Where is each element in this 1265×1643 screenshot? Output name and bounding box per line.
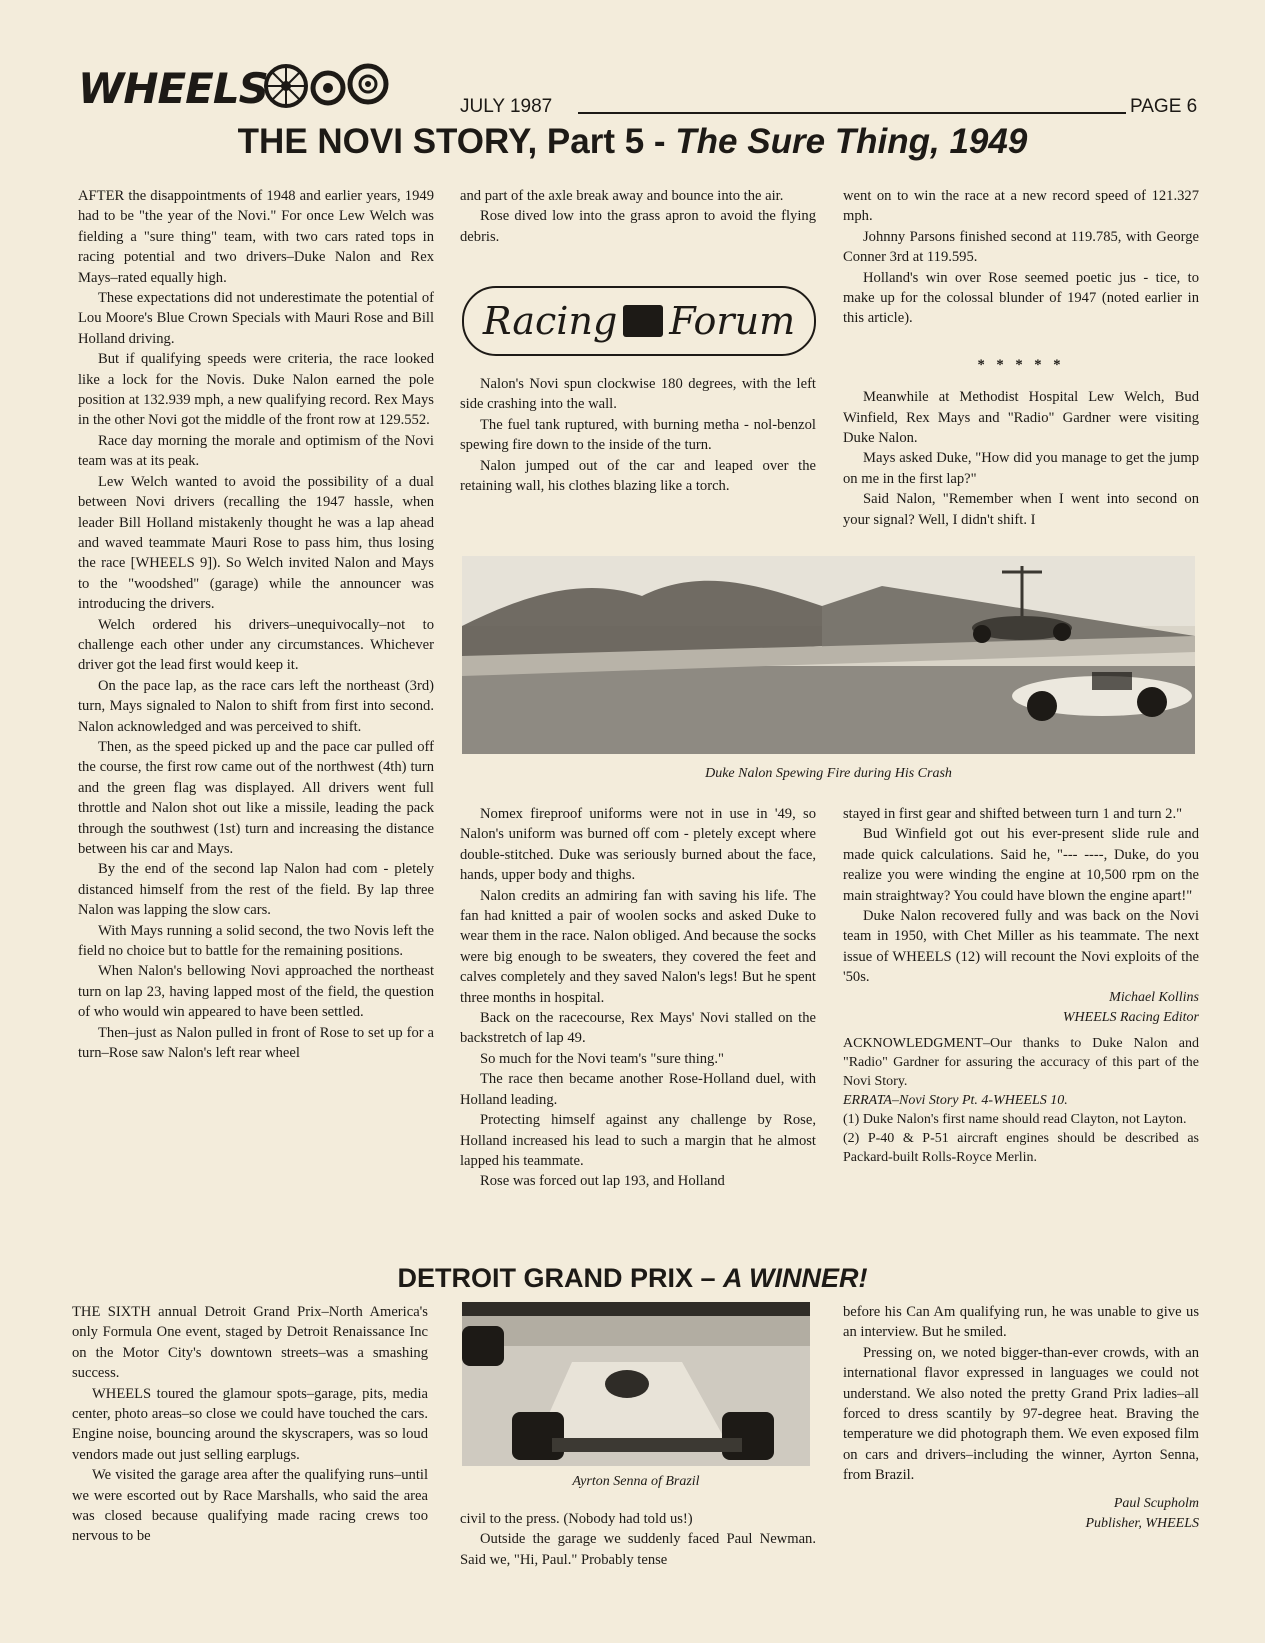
- paragraph: civil to the press. (Nobody had told us!): [460, 1511, 693, 1527]
- paragraph: Holland's win over Rose seemed poetic jus - tice, to make up for the colossal blunder of 1947 (noted earlier in this article).: [843, 269, 1199, 327]
- race-car-icon: [623, 305, 663, 337]
- paragraph: WHEELS toured the glamour spots–garage, pits, media center, photo areas–so close we could have touched the cars. Engine noise, bouncing around the skyscrapers, was so loud vendors made out just selling earplugs.: [72, 1385, 428, 1463]
- paragraph: We visited the garage area after the qualifying runs–until we were escorted out by Race Marshalls, who said the area was closed because qualifying made racing crews too nervous to be: [72, 1467, 428, 1545]
- paragraph: Pressing on, we noted bigger-than-ever crowds, with an international flavor expressed in languages we could not understand. We also noted the pretty Grand Prix ladies–all forced to dress scantily by 97-degree heat. Braving the temperature we did photograph them. We even exposed film on cars and drivers–including the winner, Ayrton Senna, from Brazil.: [843, 1344, 1199, 1484]
- errata-item: (1) Duke Nalon's first name should read Clayton, not Layton.: [843, 1111, 1187, 1127]
- paragraph: Rose was forced out lap 193, and Holland: [480, 1173, 725, 1190]
- errata-item: (2) P-40 & P-51 aircraft engines should be described as Packard-built Rolls-Royce Merlin.: [843, 1130, 1199, 1165]
- headline-subtitle: A WINNER!: [723, 1263, 868, 1293]
- article-column-2-mid: [460, 374, 816, 496]
- paragraph: before his Can Am qualifying run, he was unable to give us an interview. But he smiled.: [843, 1304, 1199, 1341]
- author-name: Michael Kollins: [1109, 989, 1199, 1005]
- paragraph: Then, as the speed picked up and the pace car pulled off the course, the first row came out of the northwest (4th) turn and the green flag was displayed. All drivers went full throttle and Nalon shot out like a missile, leading the pack through the southwest (1st) turn and increasing the distance between his car and Mays.: [78, 738, 434, 857]
- article-headline-2: [0, 1263, 1265, 1294]
- paragraph: Race day morning the morale and optimism of the Novi team was at its peak.: [78, 432, 434, 470]
- article-column-3-bottom: [843, 804, 1199, 1167]
- paragraph: stayed in first gear and shifted between turn 1 and turn 2.": [843, 806, 1183, 822]
- page-number: PAGE 6: [1130, 96, 1198, 117]
- paragraph: Nalon credits an admiring fan with saving his life. The fan had knitted a pair of woolen socks and asked Duke to wear them in the race. Nalon obliged. And because the socks were big enough to be sweaters, they covered the feet and calves completely and they saved Nalon's legs! But he spent three months in hospital.: [460, 887, 816, 1006]
- paragraph: Said Nalon, "Remember when I went into second on your signal? Well, I didn't shift. I: [843, 491, 1199, 528]
- paragraph: Mays asked Duke, "How did you manage to get the jump on me in the first lap?": [843, 450, 1199, 487]
- forum-logo-right: Forum: [669, 299, 796, 343]
- forum-logo-left: Racing: [482, 299, 618, 343]
- wheels-logo-icon: [258, 62, 448, 108]
- paragraph: Back on the racecourse, Rex Mays' Novi stalled on the backstretch of lap 49.: [460, 1010, 816, 1047]
- paragraph: Nomex fireproof uniforms were not in use in '49, so Nalon's uniform was burned off com - pletely except where double-stitched. Duke was seriously burned about the face, hands, upper body and thighs.: [460, 806, 816, 884]
- paragraph: Meanwhile at Methodist Hospital Lew Welch, Bud Winfield, Rex Mays and "Radio" Gardner were visiting Duke Nalon.: [843, 389, 1199, 447]
- racing-forum-logo: [462, 286, 816, 356]
- paragraph: Nalon's Novi spun clockwise 180 degrees, with the left side crashing into the wall.: [460, 376, 816, 413]
- author-title: Publisher, WHEELS: [1085, 1515, 1199, 1531]
- article2-column-2: [460, 1509, 816, 1570]
- paragraph: Lew Welch wanted to avoid the possibility of a dual between Novi drivers (recalling the 1947 hassle, when leader Bill Holland mistakenly thought he was a lap ahead and waved teammate Mauri Rose to pass him, thus losing the race [WHEELS 9]). So Welch invited Nalon and Mays to the "woodshed" (garage) while the announcer was introducing the drivers.: [78, 473, 434, 613]
- article-column-3-top: [843, 186, 1199, 530]
- author-name: Paul Scupholm: [1113, 1495, 1199, 1511]
- section-break: * * * * *: [977, 356, 1065, 373]
- masthead-rule: [578, 112, 1126, 114]
- paragraph: Protecting himself against any challenge by Rose, Holland increased his lead to such a margin that he almost lapped his teammate.: [460, 1112, 816, 1169]
- paragraph: So much for the Novi team's "sure thing.": [480, 1050, 724, 1067]
- paragraph: Nalon jumped out of the car and leaped over the retaining wall, his clothes blazing like a torch.: [460, 457, 816, 495]
- paragraph: By the end of the second lap Nalon had com - pletely distanced himself from the rest of the field. By lap three Nalon was lapping the slow cars.: [78, 861, 434, 919]
- paragraph: AFTER the disappointments of 1948 and earlier years, 1949 had to be "the year of the Novi." For once Lew Welch was fielding a "sure thing" team, with two cars rated tops in racing potential and two drivers–Duke Nalon and Rex Mays–rated equally high.: [78, 188, 434, 286]
- paragraph: Then–just as Nalon pulled in front of Rose to set up for a turn–Rose saw Nalon's left rear wheel: [78, 1024, 434, 1062]
- paragraph: These expectations did not underestimate the potential of Lou Moore's Blue Crown Specials with Mauri Rose and Bill Holland driving.: [78, 290, 434, 347]
- acknowledgment: ACKNOWLEDGMENT–Our thanks to Duke Nalon and "Radio" Gardner for assuring the accuracy of this part of the Novi Story.: [843, 1035, 1199, 1089]
- article2-column-3: [843, 1302, 1199, 1534]
- paragraph: Duke Nalon recovered fully and was back on the Novi team in 1950, with Chet Miller as his teammate. The next issue of WHEELS (12) will recount the Novi exploits of the '50s.: [843, 908, 1199, 986]
- paragraph: The fuel tank ruptured, with burning metha - nol-benzol spewing fire down to the inside of the turn.: [460, 416, 816, 454]
- paragraph: Welch ordered his drivers–unequivocally–not to challenge each other under any circumstances. Whichever driver got the lead first would keep it.: [78, 616, 434, 674]
- crash-photo-caption: Duke Nalon Spewing Fire during His Crash: [705, 766, 952, 781]
- errata-title: ERRATA–Novi Story Pt. 4-WHEELS 10.: [843, 1092, 1068, 1108]
- headline-main: THE NOVI STORY, Part 5 -: [237, 122, 676, 161]
- crash-photo: [462, 556, 1195, 754]
- senna-photo: [462, 1302, 810, 1466]
- paragraph: The race then became another Rose-Holland duel, with Holland leading.: [460, 1071, 816, 1108]
- paragraph: When Nalon's bellowing Novi approached the northeast turn on lap 23, having lapped most of the field, the question of who would win appeared to have been settled.: [78, 963, 434, 1021]
- paragraph: On the pace lap, as the race cars left the northeast (3rd) turn, Mays signaled to Nalon to shift from first into second. Nalon acknowledged and was perceived to shift.: [78, 677, 434, 735]
- article-column-2-top: [460, 186, 816, 247]
- paragraph: THE SIXTH annual Detroit Grand Prix–North America's only Formula One event, staged by Detroit Renaissance Inc on the Motor City's downtown streets–was a smashing success.: [72, 1304, 428, 1382]
- paragraph: Johnny Parsons finished second at 119.785, with George Conner 3rd at 119.595.: [843, 228, 1199, 266]
- paragraph: But if qualifying speeds were criteria, the race looked like a lock for the Novis. Duke Nalon earned the pole position at 132.939 mph, a new qualifying record. Rex Mays in the other Novi got the middle of the front row at 129.552.: [78, 351, 434, 429]
- author-title: WHEELS Racing Editor: [1062, 1009, 1199, 1025]
- article-column-2-bottom: [460, 804, 816, 1192]
- headline-subtitle: The Sure Thing, 1949: [675, 122, 1028, 161]
- paragraph: went on to win the race at a new record speed of 121.327 mph.: [843, 188, 1199, 225]
- senna-photo-caption: Ayrton Senna of Brazil: [572, 1474, 700, 1489]
- issue-date: JULY 1987: [460, 96, 553, 117]
- paragraph: and part of the axle break away and bounce into the air.: [460, 188, 784, 204]
- wheels-logo: WHEELS: [78, 64, 268, 113]
- article-column-1: [78, 186, 434, 1063]
- headline-main: DETROIT GRAND PRIX –: [397, 1263, 724, 1293]
- paragraph: With Mays running a solid second, the two Novis left the field no choice but to battle for the remaining positions.: [78, 922, 434, 960]
- masthead: [78, 58, 1208, 118]
- paragraph: Outside the garage we suddenly faced Paul Newman. Said we, "Hi, Paul." Probably tense: [460, 1531, 816, 1568]
- paragraph: Rose dived low into the grass apron to avoid the flying debris.: [460, 208, 816, 245]
- article-headline: [0, 122, 1265, 162]
- paragraph: Bud Winfield got out his ever-present slide rule and made quick calculations. Said he, "--- ----, Duke, do you realize you were winding the engine at 10,500 rpm on the main straightway? You could have blown the engine apart!": [843, 826, 1199, 904]
- article2-column-1: [72, 1302, 428, 1547]
